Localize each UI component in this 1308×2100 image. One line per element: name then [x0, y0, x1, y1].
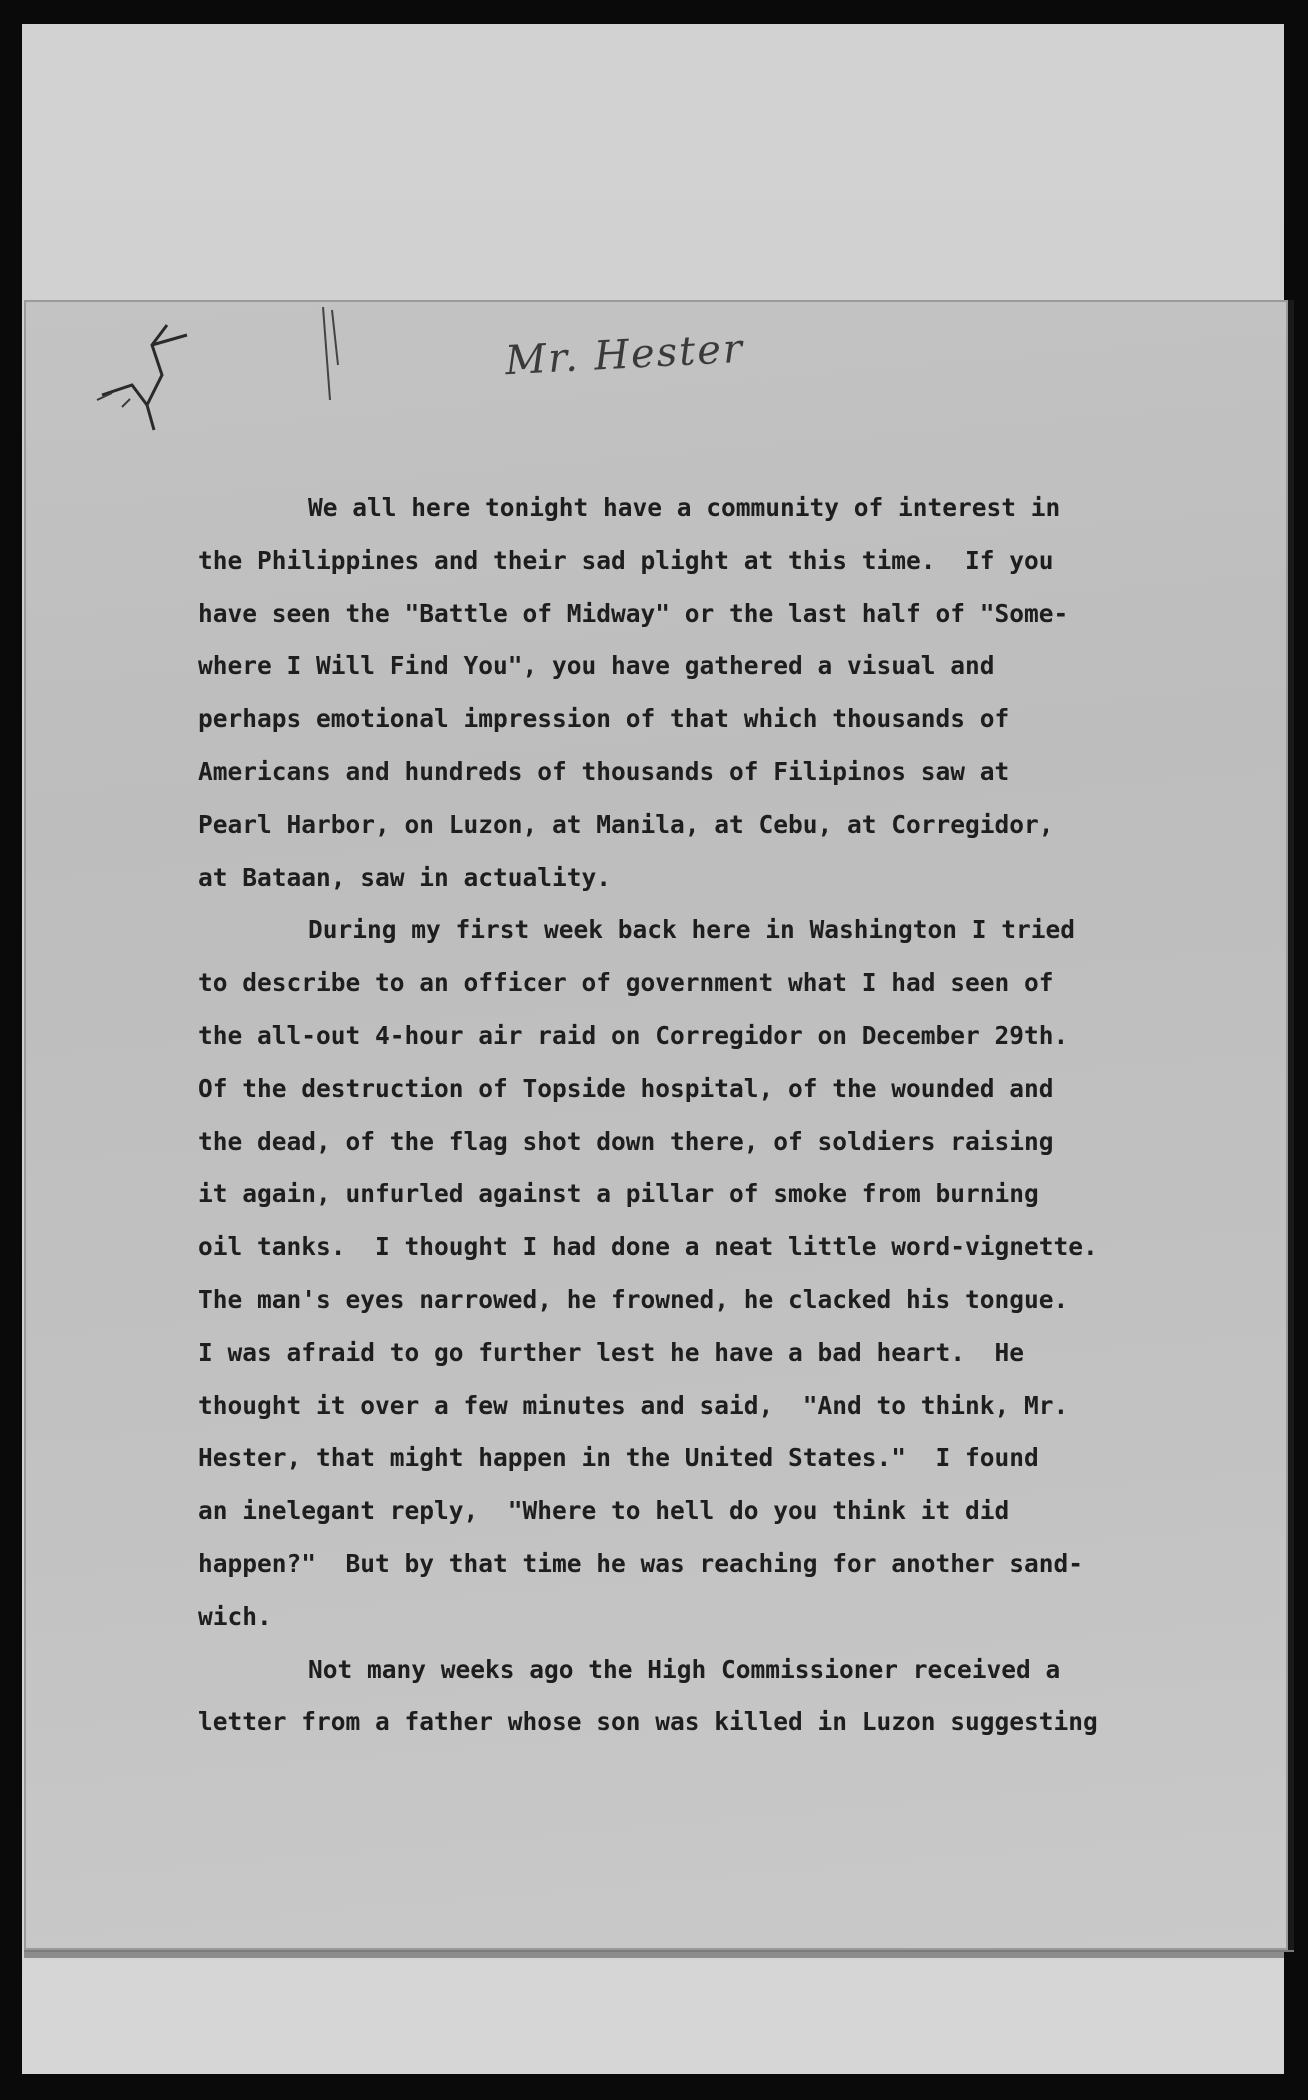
page-edge: [24, 1952, 1284, 1958]
text-line: Of the destruction of Topside hospital, of the wounded and: [198, 1073, 1054, 1103]
text-line: wich.: [198, 1601, 272, 1631]
text-line: letter from a father whose son was killed in Luzon suggesting: [198, 1707, 1098, 1737]
text-line: Hester, that might happen in the United States." I found: [198, 1443, 1039, 1473]
text-line: an inelegant reply, "Where to hell do you think it did: [198, 1496, 1010, 1526]
text-line: happen?" But by that time he was reaching for another sand-: [198, 1548, 1084, 1578]
text-line: Not many weeks ago the High Commissioner received a: [308, 1654, 1061, 1684]
handwritten-annotation: Mr. Hester: [503, 325, 746, 385]
text-line: During my first week back here in Washington I tried: [308, 915, 1076, 945]
text-line: We all here tonight have a community of interest in: [308, 493, 1061, 522]
pencil-mark: [318, 305, 348, 405]
text-line: at Bataan, saw in actuality.: [198, 862, 612, 892]
text-line: I was afraid to go further lest he have a bad heart. He: [198, 1337, 1025, 1367]
text-line: perhaps emotional impression of that which thousands of: [198, 704, 1010, 734]
text-line: the Philippines and their sad plight at this time. If you: [198, 545, 1054, 575]
text-line: the all-out 4-hour air raid on Corregidor on December 29th.: [198, 1020, 1069, 1050]
text-line: Pearl Harbor, on Luzon, at Manila, at Cebu, at Corregidor,: [198, 809, 1054, 839]
text-line: it again, unfurled against a pillar of smoke from burning: [198, 1179, 1039, 1209]
torn-corner-mark: [92, 315, 212, 435]
text-line: oil tanks. I thought I had done a neat little word-vignette.: [198, 1232, 1098, 1262]
text-line: to describe to an officer of government what I had seen of: [198, 968, 1054, 998]
text-line: Americans and hundreds of thousands of Filipinos saw at: [198, 756, 1010, 786]
text-line: have seen the "Battle of Midway" or the last half of "Some-: [198, 598, 1069, 628]
text-line: The man's eyes narrowed, he frowned, he clacked his tongue.: [198, 1284, 1069, 1314]
text-line: the dead, of the flag shot down there, of soldiers raising: [198, 1126, 1054, 1156]
text-line: thought it over a few minutes and said, "And to think, Mr.: [198, 1390, 1069, 1420]
text-line: where I Will Find You", you have gathered a visual and: [198, 651, 995, 681]
typed-body-text: [198, 482, 1188, 1749]
